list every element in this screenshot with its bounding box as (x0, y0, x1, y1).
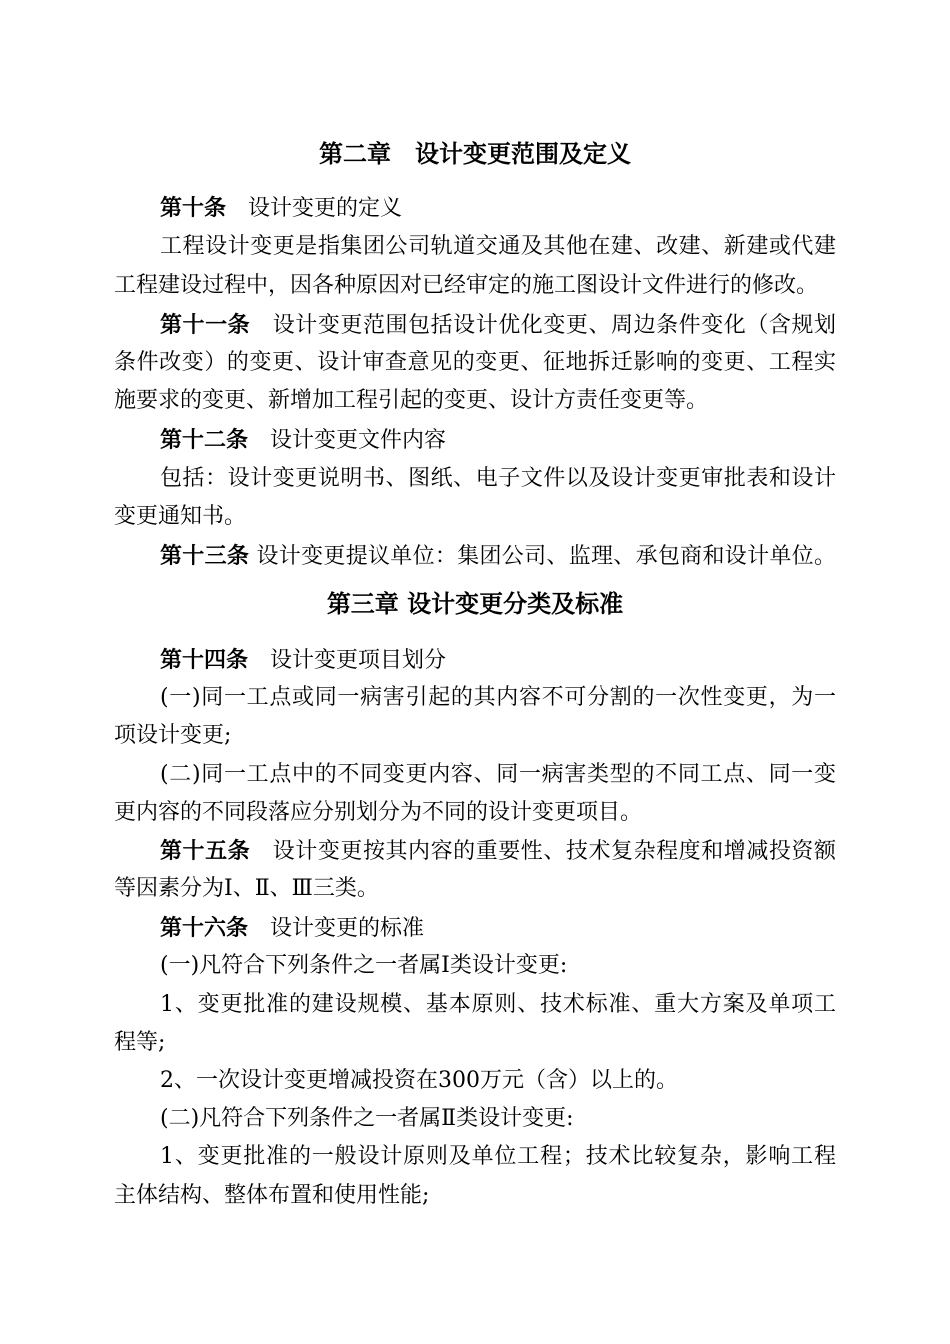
article-11-text: 设计变更范围包括设计优化变更、周边条件变化（含规划 (250, 313, 836, 338)
article-16-class-2-item-1-line-1: 1、变更批准的一般设计原则及单位工程；技术比较复杂，影响工程 (160, 1144, 836, 1169)
article-15-line-1 (160, 836, 836, 867)
article-16-title: 设计变更的标准 (248, 916, 425, 941)
article-15-line-2: 等因素分为Ⅰ、Ⅱ、Ⅲ三类。 (114, 876, 379, 901)
article-14-title: 设计变更项目划分 (248, 648, 447, 673)
article-12-title: 设计变更文件内容 (248, 428, 447, 453)
article-13-line (160, 541, 836, 572)
article-10-line-2: 工程建设过程中，因各种原因对已经审定的施工图设计文件进行的修改。 (114, 273, 819, 298)
article-14-item-1-line-1: (一)同一工点或同一病害引起的其内容不可分割的一次性变更，为一 (160, 685, 836, 710)
article-14-item-2-line-1: (二)同一工点中的不同变更内容、同一病害类型的不同工点、同一变 (160, 762, 836, 787)
article-15-text: 设计变更按其内容的重要性、技术复杂程度和增减投资额 (250, 839, 836, 864)
article-11-line-1 (160, 310, 836, 341)
article-16-class-1-item-2: 2、一次设计变更增减投资在300万元（含）以上的。 (160, 1068, 678, 1093)
article-16-class-1-item-1-line-1: 1、变更批准的建设规模、基本原则、技术标准、重大方案及单项工 (160, 992, 836, 1017)
article-14-label: 第十四条 (160, 647, 249, 673)
chapter-3-heading: 第三章 设计变更分类及标准 (326, 589, 624, 618)
article-10-title: 设计变更的定义 (226, 196, 403, 221)
article-12-line-1: 包括：设计变更说明书、图纸、电子文件以及设计变更审批表和设计 (160, 466, 836, 491)
article-16-class-1-heading: (一)凡符合下列条件之一者属Ⅰ类设计变更: (160, 953, 568, 978)
article-16-heading (160, 913, 836, 944)
article-12-line-2: 变更通知书。 (114, 504, 247, 529)
article-10-label: 第十条 (160, 195, 227, 221)
article-14-item-1-line-2: 项设计变更; (114, 723, 232, 748)
article-14-heading (160, 645, 836, 676)
article-14-item-2-line-2: 更内容的不同段落应分别划分为不同的设计变更项目。 (114, 800, 643, 825)
article-16-label: 第十六条 (160, 915, 249, 941)
article-11-line-2: 条件改变）的变更、设计审查意见的变更、征地拆迁影响的变更、工程实 (114, 350, 836, 375)
article-16-class-1-item-1-line-2: 程等; (114, 1030, 166, 1055)
article-13-label: 第十三条 (160, 543, 250, 569)
article-16-class-2-item-1-line-2: 主体结构、整体布置和使用性能; (114, 1183, 430, 1208)
article-12-heading (160, 425, 836, 456)
article-12-label: 第十二条 (160, 427, 249, 453)
article-10-line-1: 工程设计变更是指集团公司轨道交通及其他在建、改建、新建或代建 (160, 234, 836, 259)
chapter-2-heading: 第二章 设计变更范围及定义 (319, 139, 631, 168)
article-16-class-2-heading: (二)凡符合下列条件之一者属Ⅱ类设计变更: (160, 1106, 574, 1131)
article-11-label: 第十一条 (160, 312, 251, 338)
article-13-text: 设计变更提议单位：集团公司、监理、承包商和设计单位。 (249, 544, 836, 569)
article-10-heading (160, 193, 836, 224)
article-15-label: 第十五条 (160, 838, 251, 864)
article-11-line-3: 施要求的变更、新增加工程引起的变更、设计方责任变更等。 (114, 388, 709, 413)
